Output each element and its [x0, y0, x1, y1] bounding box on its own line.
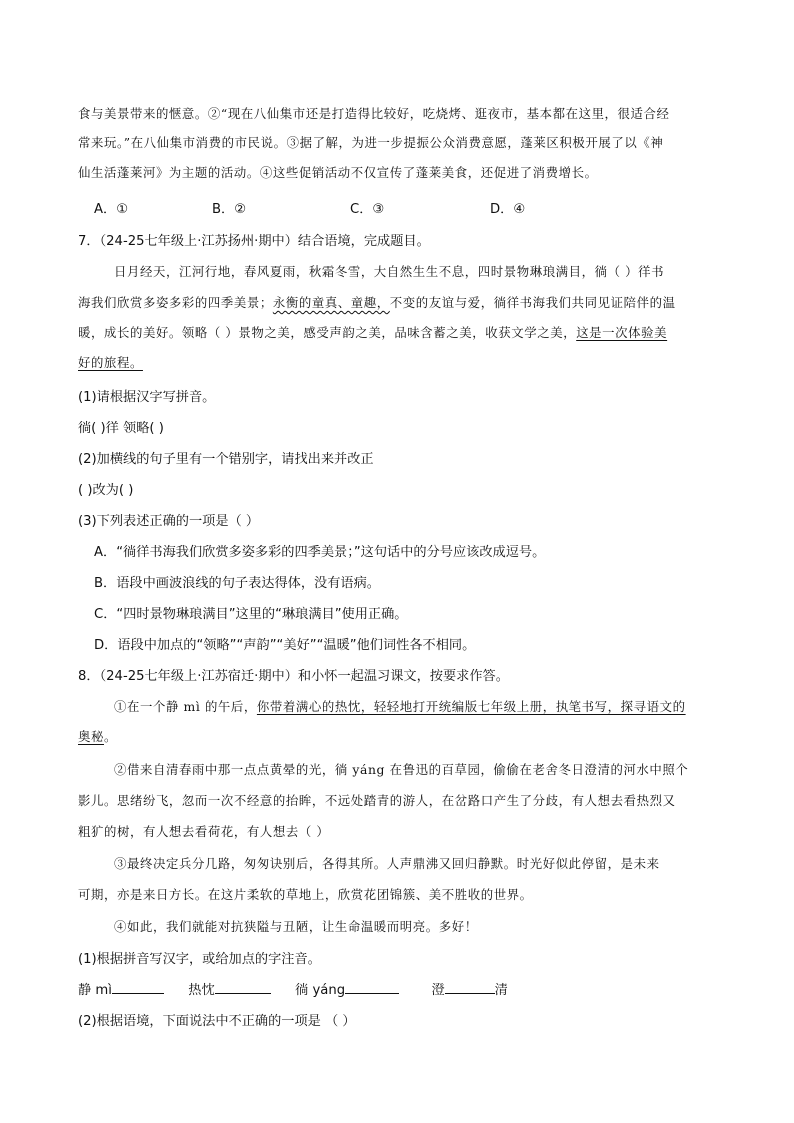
q8-para1-line-1: [114, 697, 686, 715]
q8-stem: 8．（24-25七年级上·江苏宿迁·期中）和小怀一起温习课文，按要求作答。: [78, 669, 509, 684]
q8-fill-row: [78, 979, 508, 998]
q7-underlined-sentence-part2: 好的旅程。: [78, 355, 143, 370]
q7-option-c[interactable]: C．“四时景物琳琅满目”这里的“琳琅满目”使用正确。: [94, 607, 408, 622]
q7-wavy-sentence: 永衡的童真、童趣，: [272, 295, 390, 310]
q7-passage-line-2: [78, 293, 676, 311]
q7-sub2: (2)加横线的句子里有一个错别字，请找出来并改正: [78, 452, 374, 467]
q8-fill1-blank[interactable]: [112, 981, 164, 994]
q8-fill2-blank[interactable]: [215, 981, 271, 994]
q8-para4: ④如此，我们就能对抗狭隘与丑陋，让生命温暖而明亮。多好！: [114, 919, 478, 934]
q7-passage-l2-b: 不变的友谊与爱，徜徉书海我们共同见证陪伴的温: [389, 295, 676, 310]
q8-fill3-label: 徜 yáng: [295, 983, 346, 998]
q8-para2-line-1: ②借来自清春雨中那一点点黄晕的光，徜 yáng 在鲁迅的百草园，偷偷在老舍冬日澄清的河水中照个: [114, 762, 689, 777]
q6-text-line-3: 仙生活蓬莱河》为主题的活动。④这些促销活动不仅宣传了蓬莱美食，还促进了消费增长。: [78, 165, 598, 180]
q8-fill4-blank[interactable]: [445, 981, 495, 994]
q8-sub1: (1)根据拼音写汉字，或给加点的字注音。: [78, 952, 321, 967]
q7-option-d[interactable]: D．语段中加点的“领略”“声韵”“美好”“温暖”他们词性各不相同。: [94, 638, 476, 653]
q7-underlined-sentence-part1: 这是一次体验美: [576, 325, 668, 340]
q8-para1-a: ①在一个静 mì 的午后，: [114, 699, 257, 714]
q8-fill4-label-b: 清: [494, 983, 508, 998]
q7-passage-line-3: [78, 323, 667, 341]
q8-para2-line-2: 影儿。思绪纷飞，忽而一次不经意的抬眸，不远处踏青的游人，在岔路口产生了分歧，有人想去看热烈又: [78, 793, 676, 808]
q7-option-a[interactable]: A．“徜徉书海我们欣赏多姿多彩的四季美景；”这句话中的分号应该改成逗号。: [94, 545, 546, 560]
q8-sub2: (2)根据语境，下面说法中不正确的一项是 （ ）: [78, 1014, 356, 1029]
q6-text-line-2: 常来玩。”在八仙集市消费的市民说。③据了解，为进一步提振公众消费意愿，蓬莱区积极开展了以《神: [78, 135, 664, 150]
q8-para1-line-2: [78, 727, 117, 745]
q6-option-d[interactable]: D．④: [490, 202, 526, 217]
q8-para2-line-3: 粗犷的树，有人想去看荷花，有人想去（ ）: [78, 824, 330, 839]
q8-para3-line-2: 可期，亦是来日方长。在这片柔软的草地上，欣赏花团锦簇、美不胜收的世界。: [78, 887, 533, 902]
q7-sub2-fill[interactable]: ( )改为( ): [78, 483, 134, 498]
q6-option-a[interactable]: A．①: [94, 202, 129, 217]
q6-option-c[interactable]: C．③: [350, 202, 385, 217]
q7-option-b[interactable]: B．语段中画波浪线的句子表达得体，没有语病。: [94, 576, 380, 591]
q7-sub1: (1)请根据汉字写拼音。: [78, 390, 216, 405]
q8-para3-line-1: ③最终决定兵分几路，匆匆诀别后，各得其所。人声鼎沸又回归静默。时光好似此停留，是未来: [114, 856, 660, 871]
q7-passage-l2-a: 海我们欣赏多姿多彩的四季美景；: [78, 295, 273, 310]
q7-sub1-fill[interactable]: 徜( )徉 领略( ): [78, 421, 164, 436]
q6-text-line-1: 食与美景带来的惬意。②“现在八仙集市还是打造得比较好，吃烧烤、逛夜市，基本都在这里，很适合经: [78, 106, 670, 121]
q6-option-b[interactable]: B．②: [212, 202, 247, 217]
q7-passage-l3-a: 暖，成长的美好。领略（ ）景物之美，感受声韵之美，品味含蓄之美，收获文学之美，: [78, 325, 577, 340]
q8-para1-underlined: 你带着满心的热忱，轻轻地打开统编版七年级上册，执笔书写，探寻语文的: [256, 699, 686, 714]
q7-passage-line-1: 日月经天，江河行地，春风夏雨，秋霜冬雪，大自然生生不息，四时景物琳琅满目，徜（ ）徉书: [114, 264, 665, 279]
q8-para1-end: 。: [103, 729, 117, 744]
q7-sub3: (3)下列表述正确的一项是（ ）: [78, 514, 260, 529]
q8-fill4-label-a: 澄: [431, 983, 445, 998]
q7-passage-line-4: [78, 353, 143, 371]
q7-stem: 7．（24-25七年级上·江苏扬州·期中）结合语境，完成题目。: [78, 234, 430, 249]
q8-fill2-label: 热忱: [188, 983, 215, 998]
q8-fill1-label: 静 mì: [78, 983, 112, 998]
q8-fill3-blank[interactable]: [345, 981, 399, 994]
q8-para1-underlined-end: 奥秘: [78, 729, 104, 744]
